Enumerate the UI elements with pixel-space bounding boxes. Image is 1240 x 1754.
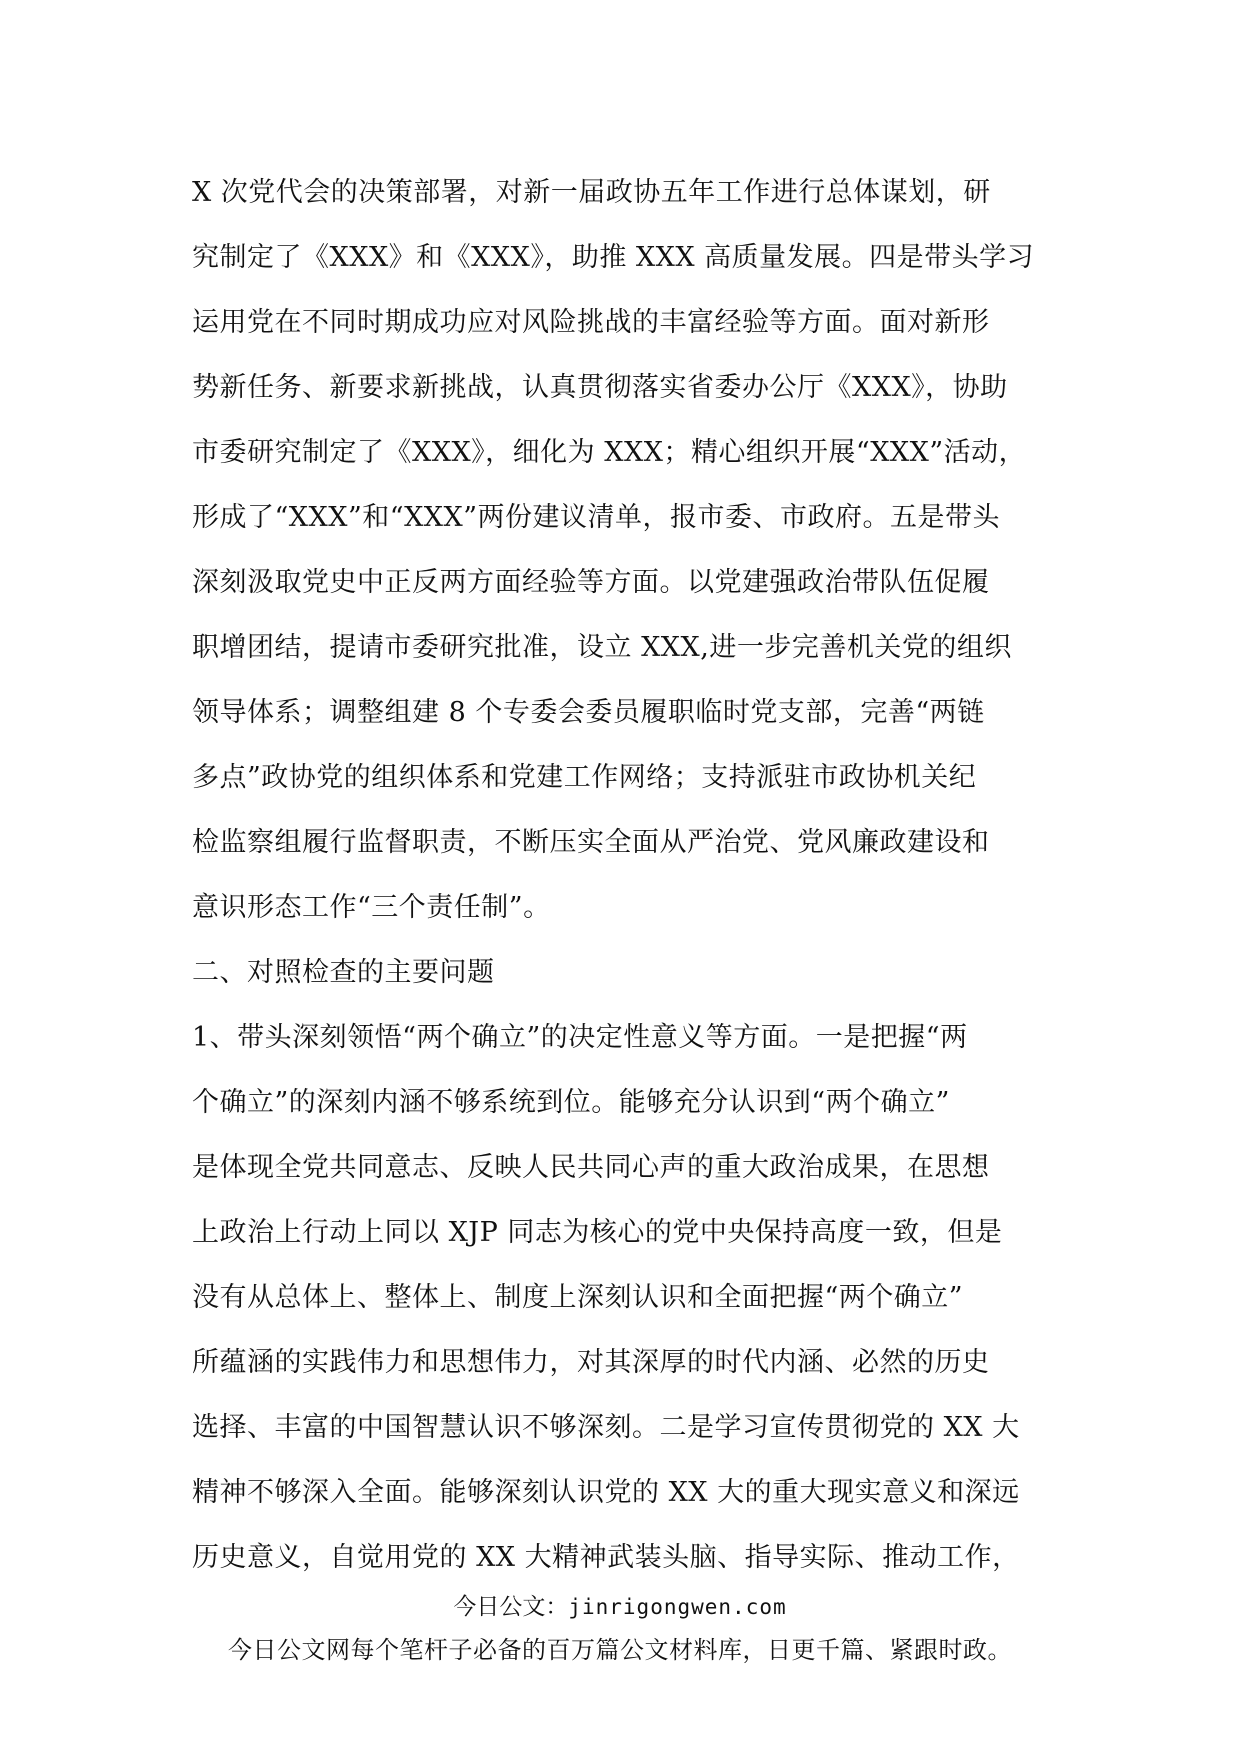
- body-line: 意识形态工作“三个责任制”。: [192, 892, 551, 923]
- footer-site: [0, 1588, 1240, 1621]
- body-line: 选择、丰富的中国智慧认识不够深刻。二是学习宣传贯彻党的 XX 大: [192, 1412, 1020, 1443]
- body-line: X 次党代会的决策部署，对新一届政协五年工作进行总体谋划，研: [192, 177, 991, 208]
- body-line: 职增团结，提请市委研究批准，设立 XXX,进一步完善机关党的组织: [192, 632, 1012, 663]
- body-line: 势新任务、新要求新挑战，认真贯彻落实省委办公厅《XXX》，协助: [192, 372, 1008, 403]
- body-line: 形成了“XXX”和“XXX”两份建议清单，报市委、市政府。五是带头: [192, 502, 1001, 533]
- footer-site-link[interactable]: jinrigongwen.com: [568, 1595, 787, 1619]
- footer-site-label: 今日公文：: [453, 1594, 569, 1620]
- body-line: 历史意义，自觉用党的 XX 大精神武装头脑、指导实际、推动工作，: [192, 1542, 1020, 1573]
- body-line: 究制定了《XXX》和《XXX》，助推 XXX 高质量发展。四是带头学习: [192, 242, 1035, 273]
- body-line: 多点”政协党的组织体系和党建工作网络；支持派驻市政协机关纪: [192, 762, 977, 793]
- footer-slogan: 今日公文网每个笔杆子必备的百万篇公文材料库，日更千篇、紧跟时政。: [228, 1636, 1012, 1664]
- body-line: 个确立”的深刻内涵不够系统到位。能够充分认识到“两个确立”: [192, 1087, 950, 1118]
- body-line: 检监察组履行监督职责，不断压实全面从严治党、党风廉政建设和: [192, 827, 990, 858]
- body-line: 所蕴涵的实践伟力和思想伟力，对其深厚的时代内涵、必然的历史: [192, 1347, 990, 1378]
- body-line: 运用党在不同时期成功应对风险挑战的丰富经验等方面。面对新形: [192, 307, 990, 338]
- body-line: 领导体系；调整组建 8 个专委会委员履职临时党支部，完善“两链: [192, 697, 985, 728]
- body-line: 1、带头深刻领悟“两个确立”的决定性意义等方面。一是把握“两: [192, 1022, 968, 1053]
- body-line: 是体现全党共同意志、反映人民共同心声的重大政治成果，在思想: [192, 1152, 990, 1183]
- section-heading: 二、对照检查的主要问题: [192, 957, 495, 988]
- body-line: 市委研究制定了《XXX》，细化为 XXX；精心组织开展“XXX”活动，: [192, 437, 1027, 468]
- body-line: 深刻汲取党史中正反两方面经验等方面。以党建强政治带队伍促履: [192, 567, 990, 598]
- body-line: 没有从总体上、整体上、制度上深刻认识和全面把握“两个确立”: [192, 1282, 964, 1313]
- body-line: 上政治上行动上同以 XJP 同志为核心的党中央保持高度一致，但是: [192, 1217, 1003, 1248]
- document-body: [192, 160, 1054, 1590]
- body-line: 精神不够深入全面。能够深刻认识党的 XX 大的重大现实意义和深远: [192, 1477, 1020, 1508]
